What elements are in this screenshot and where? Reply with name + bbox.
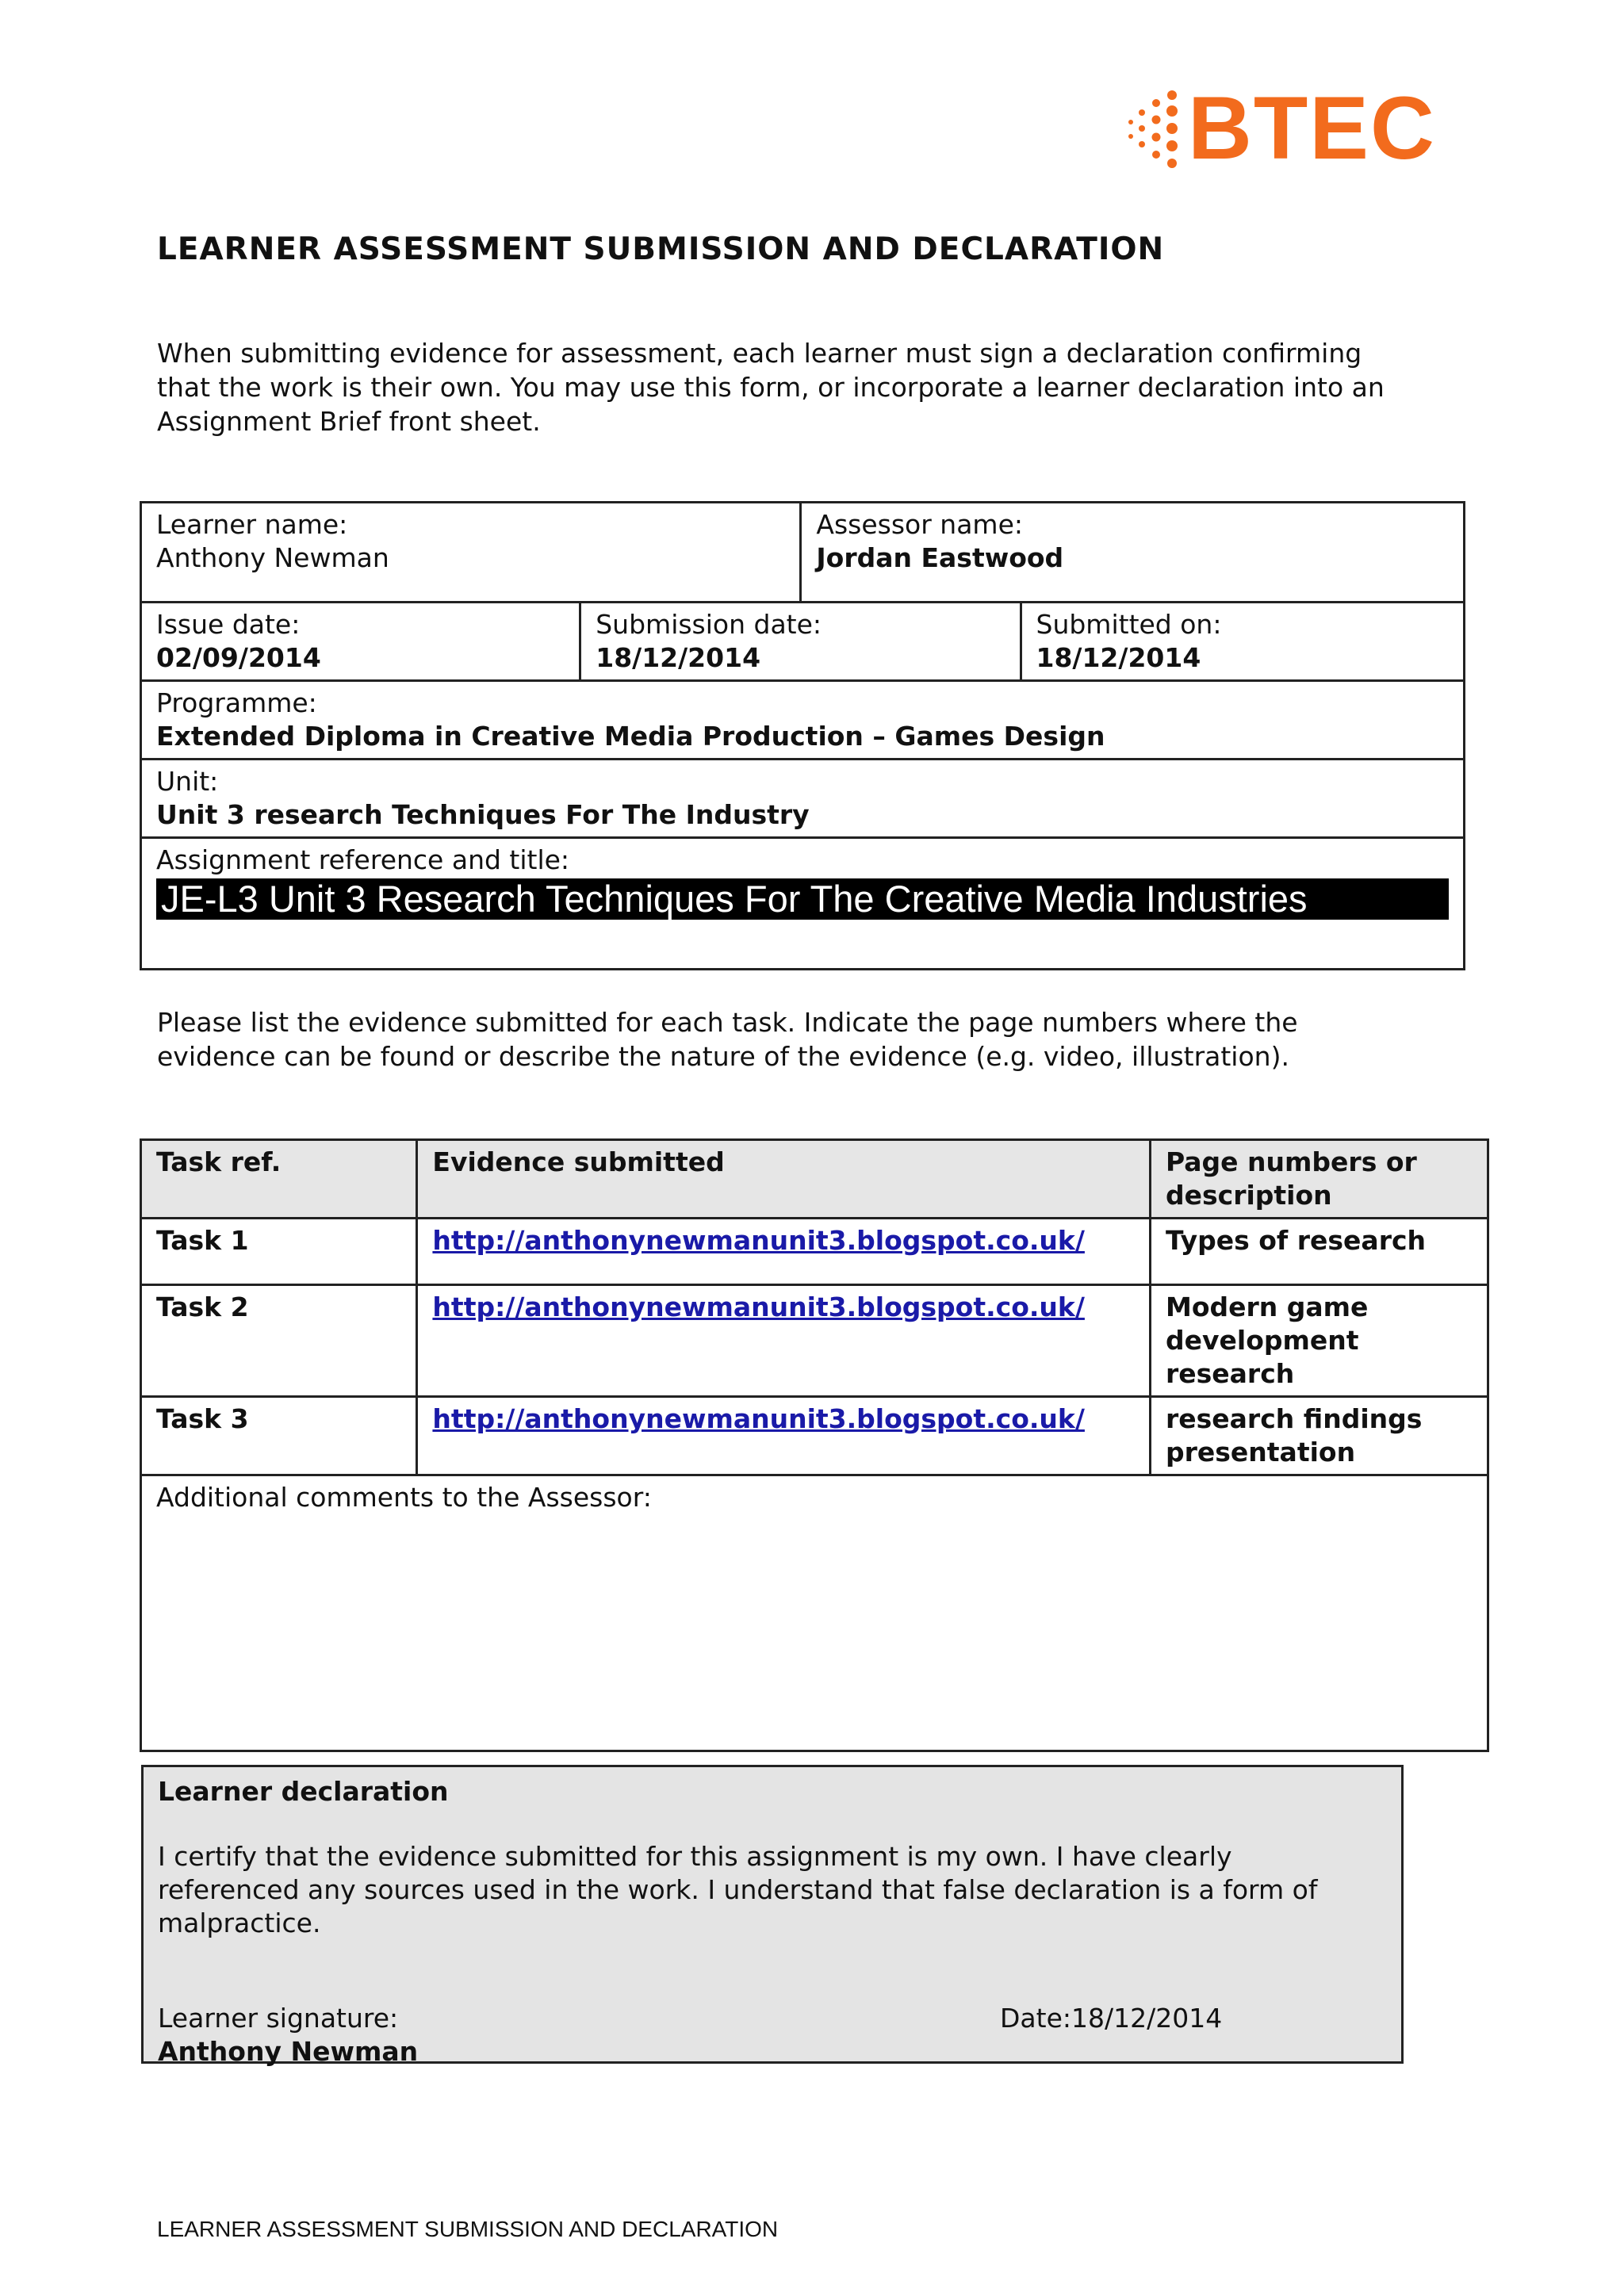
page-footer: LEARNER ASSESSMENT SUBMISSION AND DECLARATION bbox=[157, 2217, 779, 2241]
declaration-text-line: I certify that the evidence submitted for this assignment is my own. I have clearly bbox=[158, 1841, 1232, 1872]
declaration-text-line: malpractice. bbox=[158, 1908, 321, 1938]
task-ref: Task 1 bbox=[141, 1219, 417, 1285]
date-block bbox=[1000, 2002, 1222, 2035]
date-value: 18/12/2014 bbox=[1071, 2003, 1223, 2034]
learner-details-table bbox=[140, 501, 1465, 970]
intro-line: Assignment Brief front sheet. bbox=[157, 406, 541, 437]
evidence-header-row bbox=[141, 1140, 1488, 1219]
submitted-on-label: Submitted on: bbox=[1036, 609, 1222, 640]
task-ref: Task 3 bbox=[141, 1397, 417, 1475]
assessor-name-cell bbox=[801, 503, 1465, 603]
evidence-link[interactable]: http://anthonynewmanunit3.blogspot.co.uk/ bbox=[432, 1403, 1085, 1434]
signature-label: Learner signature: bbox=[158, 2003, 399, 2034]
evidence-link[interactable]: http://anthonynewmanunit3.blogspot.co.uk/ bbox=[432, 1292, 1085, 1322]
evidence-instructions bbox=[157, 1005, 1489, 1073]
unit-cell bbox=[141, 760, 1465, 838]
evidence-description: Types of research bbox=[1150, 1219, 1488, 1285]
assignment-cell bbox=[141, 838, 1465, 970]
learner-name-label: Learner name: bbox=[156, 509, 348, 540]
learner-name-cell bbox=[141, 503, 801, 603]
evidence-instructions-line: evidence can be found or describe the nature of the evidence (e.g. video, illustration). bbox=[157, 1041, 1289, 1072]
intro-paragraph bbox=[157, 336, 1489, 438]
assignment-title: JE-L3 Unit 3 Research Techniques For The Creative Media Industries bbox=[156, 878, 1449, 920]
dots-logo-icon bbox=[1124, 86, 1188, 181]
intro-line: When submitting evidence for assessment, each learner must sign a declaration confirming bbox=[157, 338, 1362, 369]
programme-label: Programme: bbox=[156, 687, 317, 718]
unit-value: Unit 3 research Techniques For The Industry bbox=[156, 799, 810, 830]
submitted-on-value: 18/12/2014 bbox=[1036, 642, 1201, 673]
evidence-table bbox=[140, 1138, 1489, 1752]
assessor-name-label: Assessor name: bbox=[816, 509, 1023, 540]
header-page-numbers: Page numbers or description bbox=[1150, 1140, 1488, 1219]
issue-date-cell bbox=[141, 603, 580, 681]
comments-row bbox=[141, 1475, 1488, 1751]
programme-value: Extended Diploma in Creative Media Production – Games Design bbox=[156, 721, 1105, 752]
signature-value: Anthony Newman bbox=[158, 2036, 419, 2067]
evidence-description: Modern game development research bbox=[1150, 1285, 1488, 1397]
task-ref: Task 2 bbox=[141, 1285, 417, 1397]
declaration-text-line: referenced any sources used in the work. I understand that false declaration is a form of bbox=[158, 1874, 1318, 1905]
submission-date-cell bbox=[580, 603, 1021, 681]
table-row bbox=[141, 1397, 1488, 1475]
assignment-label: Assignment reference and title: bbox=[156, 844, 570, 875]
header-evidence: Evidence submitted bbox=[417, 1140, 1151, 1219]
header-task-ref: Task ref. bbox=[141, 1140, 417, 1219]
logo-text: BTEC bbox=[1188, 78, 1436, 178]
submission-date-value: 18/12/2014 bbox=[596, 642, 761, 673]
issue-date-value: 02/09/2014 bbox=[156, 642, 321, 673]
learner-name-value: Anthony Newman bbox=[156, 542, 389, 573]
submission-date-label: Submission date: bbox=[596, 609, 822, 640]
btec-logo bbox=[1124, 78, 1436, 190]
table-row bbox=[141, 1219, 1488, 1285]
evidence-instructions-line: Please list the evidence submitted for each task. Indicate the page numbers where the bbox=[157, 1007, 1298, 1038]
issue-date-label: Issue date: bbox=[156, 609, 301, 640]
table-row bbox=[141, 1285, 1488, 1397]
submitted-on-cell bbox=[1021, 603, 1465, 681]
evidence-description: research findings presentation bbox=[1150, 1397, 1488, 1475]
additional-comments-label: Additional comments to the Assessor: bbox=[141, 1475, 1488, 1751]
learner-declaration-box bbox=[141, 1765, 1404, 2067]
intro-line: that the work is their own. You may use this form, or incorporate a learner declaration into an bbox=[157, 372, 1385, 403]
signature-block bbox=[158, 2002, 418, 2068]
declaration-heading: Learner declaration bbox=[158, 1776, 449, 1807]
evidence-link[interactable]: http://anthonynewmanunit3.blogspot.co.uk/ bbox=[432, 1225, 1085, 1256]
page-title: LEARNER ASSESSMENT SUBMISSION AND DECLARATION bbox=[157, 232, 1165, 267]
unit-label: Unit: bbox=[156, 766, 219, 797]
date-label: Date: bbox=[1000, 2003, 1071, 2034]
assessor-name-value: Jordan Eastwood bbox=[816, 542, 1064, 573]
programme-cell bbox=[141, 681, 1465, 760]
